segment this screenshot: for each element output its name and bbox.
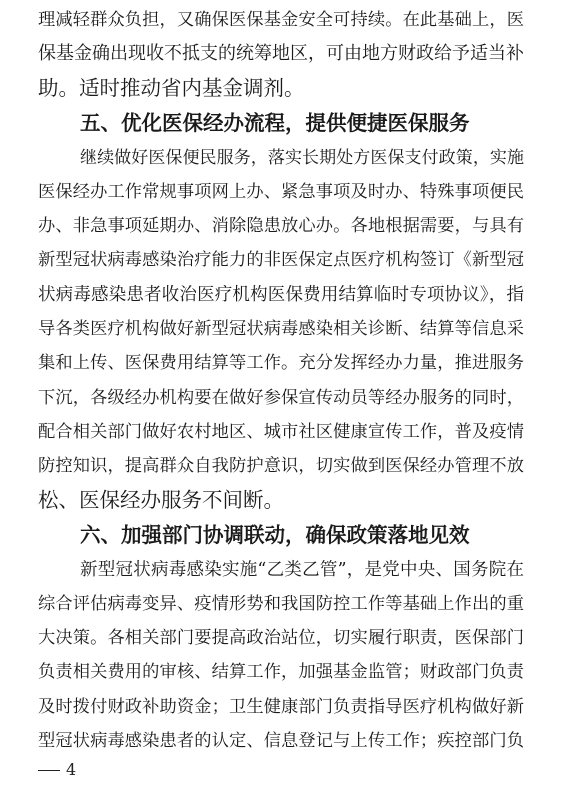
section-five-heading: 五、优化医保经办流程，提供便捷医保服务: [80, 111, 470, 135]
intro-line-2: 保基金确出现收不抵支的统筹地区，可由地方财政给予适当补: [38, 43, 524, 64]
section-five-line-4: 新型冠状病毒感染治疗能力的非医保定点医疗机构签订《新型冠: [38, 250, 524, 270]
section-six-line-4: 负责相关费用的审核、结算工作，加强基金监管；财政部门负责: [38, 662, 524, 682]
section-five-line-5: 状病毒感染患者收治医疗机构医保费用结算临时专项协议》，指: [38, 285, 524, 305]
footer-dash: [38, 770, 60, 771]
section-six-line-3: 大决策。各相关部门要提高政治站位，切实履行职责，医保部门: [38, 628, 524, 648]
section-five-line-3: 办、非急事项延期办、消除隐患放心办。各地根据需要，与具有: [38, 216, 524, 236]
section-six-line-6: 型冠状病毒感染患者的认定、信息登记与上传工作；疾控部门负: [38, 731, 524, 751]
section-six-line-1: 新型冠状病毒感染实施“乙类乙管”，是党中央、国务院在: [80, 560, 524, 580]
section-five-line-10: 防控知识，提高群众自我防护意识，切实做到医保经办管理不放: [38, 456, 524, 476]
page-footer: [38, 760, 76, 780]
section-five-line-6: 导各类医疗机构做好新型冠状病毒感染相关诊断、结算等信息采: [38, 319, 524, 339]
section-five-line-8: 下沉，各级经办机构要在做好参保宣传动员等经办服务的同时，: [38, 388, 524, 408]
section-six-line-2: 综合评估病毒变异、疫情形势和我国防控工作等基础上作出的重: [38, 594, 524, 614]
page-number: 4: [66, 760, 77, 779]
section-five-line-1: 继续做好医保便民服务，落实长期处方医保支付政策，实施: [80, 148, 524, 168]
intro-line-3: 助。适时推动省内基金调剂。: [38, 76, 305, 100]
intro-line-1: 理减轻群众负担，又确保医保基金安全可持续。在此基础上，医: [38, 10, 524, 30]
section-five-line-7: 集和上传、医保费用结算等工作。充分发挥经办力量，推进服务: [38, 353, 524, 373]
section-six-heading: 六、加强部门协调联动，确保政策落地见效: [80, 523, 470, 547]
section-five-line-11: 松、医保经办服务不间断。: [38, 488, 284, 512]
section-six-line-5: 及时拨付财政补助资金；卫生健康部门负责指导医疗机构做好新: [38, 697, 524, 717]
section-five-line-9: 配合相关部门做好农村地区、城市社区健康宣传工作，普及疫情: [38, 422, 524, 442]
section-five-line-2: 医保经办工作常规事项网上办、紧急事项及时办、特殊事项便民: [38, 182, 524, 202]
